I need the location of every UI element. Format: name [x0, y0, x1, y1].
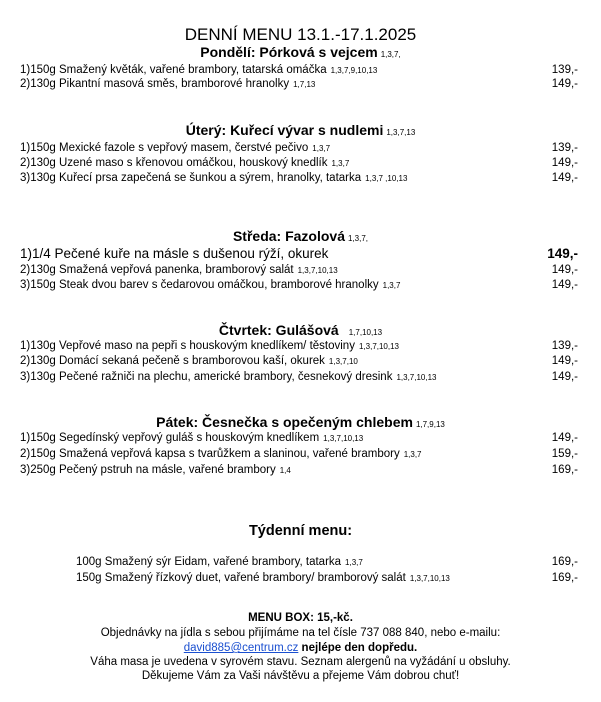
item-allergens: 1,7,13: [293, 80, 316, 89]
item-text: 1)130g Vepřové maso na pepři s houskovým knedlíkem/ těstoviny: [20, 340, 355, 352]
item-allergens: 1,4: [279, 466, 291, 475]
menu-item: [20, 246, 328, 261]
item-text: 2)130g Smažená vepřová panenka, bramborový salát: [20, 264, 294, 276]
menu-item: [20, 355, 358, 367]
item-price: 149,-: [547, 246, 578, 261]
item-price: 149,-: [551, 264, 578, 276]
item-price: 139,-: [551, 64, 578, 76]
day-name: Středa: Fazolová: [232, 228, 345, 244]
weekly-heading: Týdenní menu:: [248, 523, 353, 539]
menu-item: [20, 448, 422, 460]
menu-item: [20, 157, 349, 169]
item-price: 149,-: [551, 279, 578, 291]
email-line: [0, 642, 601, 654]
menu-item: [20, 340, 399, 352]
item-text: 3)130g Kuřecí prsa zapečená se šunkou a sýrem, hranolky, tatarka: [20, 172, 362, 184]
item-allergens: 1,3,7: [382, 281, 401, 290]
item-text: 1)150g Segedínský vepřový guláš s houskovým knedlíkem: [20, 432, 320, 444]
item-price: 139,-: [551, 340, 578, 352]
menu-item: [20, 264, 338, 276]
item-text: 3)150g Steak dvou barev s čedarovou omáčkou, bramborové hranolky: [20, 279, 379, 291]
day-heading-wednesday: [0, 228, 601, 244]
menu-item: [20, 371, 437, 383]
item-price: 149,-: [551, 371, 578, 383]
day-allergens: 1,3,7,13: [386, 128, 416, 137]
item-allergens: 1,3,7: [403, 450, 422, 459]
item-price: 149,-: [551, 432, 578, 444]
day-allergens: 1,7,9,13: [415, 420, 445, 429]
item-allergens: 1,3,7,9,10,13: [330, 66, 378, 75]
item-text: 2)130g Pikantní masová směs, bramborové hranolky: [20, 78, 290, 90]
item-price: 169,-: [551, 572, 578, 584]
item-allergens: 1,3,7,10,13: [396, 373, 437, 382]
item-allergens: 1,3,7,10: [328, 357, 358, 366]
item-price: 169,-: [551, 464, 578, 476]
menu-item: [20, 279, 400, 291]
day-name: Pondělí: Pórková s vejcem: [200, 44, 378, 60]
item-price: 149,-: [551, 172, 578, 184]
item-price: 139,-: [551, 142, 578, 154]
item-price: 149,-: [551, 78, 578, 90]
item-text: 3)130g Pečené ražniči na plechu, americké brambory, česnekový dresink: [20, 371, 393, 383]
item-text: 2)130g Uzené maso s křenovou omáčkou, houskový knedlík: [20, 157, 328, 169]
item-allergens: 1,3,7,10,13: [358, 342, 400, 351]
item-price: 169,-: [551, 556, 578, 568]
item-text: 1)1/4 Pečené kuře na másle s dušenou rýží, okurek: [20, 246, 329, 261]
item-allergens: 1,3,7: [312, 144, 331, 153]
item-allergens: 1,3,7,10,13: [409, 574, 450, 583]
item-allergens: 1,3,7: [331, 159, 350, 168]
email-suffix: nejlépe den dopředu.: [298, 642, 418, 654]
day-allergens: 1,7,10,13: [348, 328, 383, 337]
menu-item: [76, 556, 363, 568]
menu-item: [76, 572, 450, 584]
day-heading-thursday: [0, 322, 601, 338]
day-name: Pátek: Česnečka s opečeným chlebem: [156, 414, 413, 430]
day-allergens: 1,3,7,: [380, 50, 401, 59]
thanks-note: Děkujeme Vám za Vaši návštěvu a přejeme Vám dobrou chuť!: [141, 670, 460, 682]
item-text: 2)130g Domácí sekaná pečeně s bramborovou kaší, okurek: [20, 355, 325, 367]
menu-item: [20, 464, 291, 476]
allergen-note: Váha masa je uvedena v syrovém stavu. Seznam alergenů na vyžádání u obsluhy.: [90, 656, 511, 668]
item-text: 2)150g Smažená vepřová kapsa s tvarůžkem a slaninou, vařené brambory: [20, 448, 400, 460]
menu-title: DENNÍ MENU 13.1.-17.1.2025: [184, 25, 417, 44]
menu-item: [20, 142, 330, 154]
menu-item: [20, 78, 315, 90]
item-text: 1)150g Smažený květák, vařené brambory, tatarská omáčka: [20, 64, 327, 76]
item-text: 150g Smažený řízkový duet, vařené brambory/ bramborový salát: [76, 572, 406, 584]
day-name: Čtvrtek: Gulášová: [218, 322, 339, 338]
day-heading-tuesday: [0, 122, 601, 138]
item-text: 100g Smažený sýr Eidam, vařené brambory, tatarka: [76, 556, 342, 568]
item-price: 149,-: [551, 355, 578, 367]
menu-item: [20, 172, 407, 184]
item-allergens: 1,3,7,10,13: [323, 434, 364, 443]
item-price: 159,-: [551, 448, 578, 460]
menu-item: [20, 64, 377, 76]
item-allergens: 1,3,7,10,13: [297, 266, 338, 275]
order-info: Objednávky na jídla s sebou přijímáme na tel čísle 737 088 840, nebo e-mailu:: [100, 627, 501, 639]
menu-item: [20, 432, 363, 444]
item-allergens: 1,3,7 ,10,13: [365, 174, 408, 183]
menu-box-note: MENU BOX: 15,-kč.: [248, 612, 353, 624]
day-allergens: 1,3,7,: [348, 234, 369, 243]
item-text: 3)250g Pečený pstruh na másle, vařené brambory: [20, 464, 276, 476]
item-allergens: 1,3,7: [345, 558, 363, 567]
item-price: 149,-: [551, 157, 578, 169]
day-name: Úterý: Kuřecí vývar s nudlemi: [185, 122, 384, 138]
day-heading-monday: [0, 44, 601, 60]
email-link[interactable]: david885@centrum.cz: [183, 642, 299, 654]
item-text: 1)150g Mexické fazole s vepřový masem, čerstvé pečivo: [20, 142, 309, 154]
day-heading-friday: [0, 414, 601, 430]
